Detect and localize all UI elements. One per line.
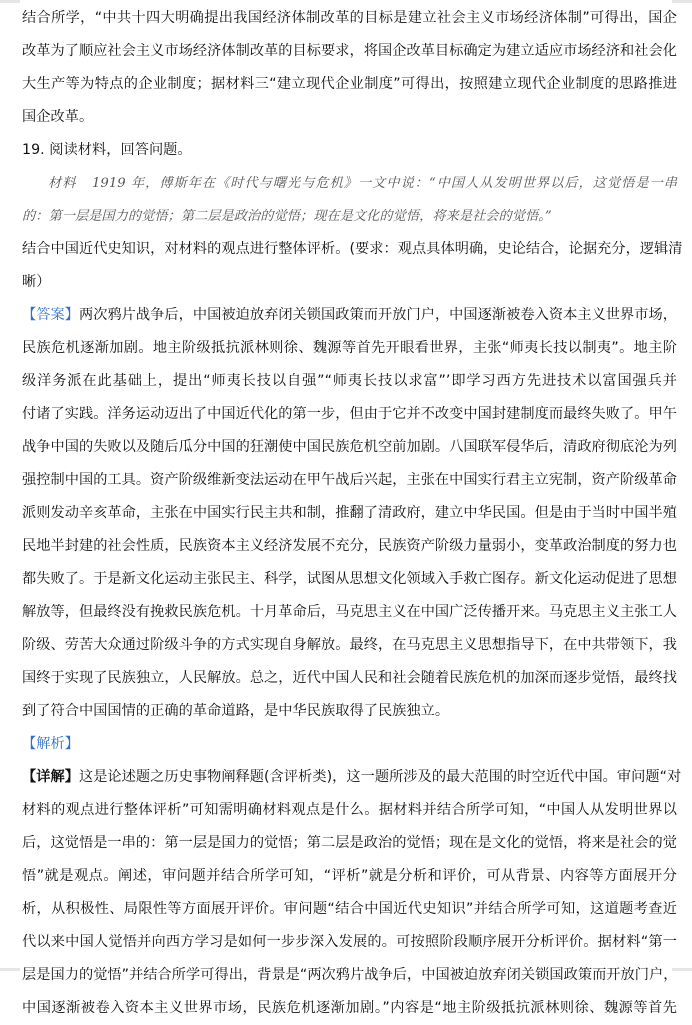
material-line xyxy=(22,167,677,200)
material-line: 的：第一层是国力的觉悟；第二层是政治的觉悟；现在是文化的觉悟，将来是社会的觉悟。” xyxy=(22,209,552,224)
analysis-line: 悟”就是观点。阐述，审问题并结合所学可知，“评析”就是分析和评价，可从背景、内容等方面展开分 xyxy=(22,868,677,884)
analysis-text: 这是论述题之历史事物阐释题(含评析类)，这一题所涉及的最大范围的时空近代中国。审问题“对 xyxy=(78,769,682,785)
question-heading xyxy=(22,134,677,167)
question-prompt-line: 晰） xyxy=(22,274,51,290)
document-page xyxy=(22,2,683,1025)
answer-line: 派则发动辛亥革命，主张在中国实行民主共和制，推翻了清政府，建立中华民国。但是由于当时中国半殖 xyxy=(22,505,677,521)
answer-line: 级洋务派在此基础上，提出“师夷长技以自强”“师夷长技以求富”’即学习西方先进技术以富国强兵并 xyxy=(22,373,677,389)
answer-line: 解放等，但最终没有挽救民族危机。十月革命后，马克思主义在中国广泛传播开来。马克思主义主张工人 xyxy=(22,604,677,620)
answer-line: 民地半封建的社会性质，民族资本主义经济发展不充分，民族资产阶级力量弱小，变革政治制度的努力也 xyxy=(22,538,677,554)
question-prompt-line: 结合中国近代史知识，对材料的观点进行整体评析。(要求：观点具体明确，史论结合，论据充分，逻辑清 xyxy=(22,241,683,257)
answer-line: 阶级、劳苦大众通过阶级斗争的方式实现自身解放。最终，在马克思主义思想指导下，在中共带领下，我 xyxy=(22,637,677,653)
material-label: 材料 xyxy=(48,176,77,191)
analysis-line: 层是国力的觉悟”并结合所学可得出，背景是“两次鸦片战争后，中国被迫放弃闭关锁国政策而开放门户， xyxy=(22,967,678,983)
analysis-label: 【解析】 xyxy=(22,736,79,752)
text-line: 结合所学，“中共十四大明确提出我国经济体制改革的目标是建立社会主义市场经济体制”可得出，国企 xyxy=(22,10,677,26)
analysis-line: 析，从积极性、局限性等方面展开评价。审问题“结合中国近代史知识”并结合所学可知，这道题考查近 xyxy=(22,901,677,917)
answer-first-line xyxy=(22,299,677,332)
answer-line: 都失败了。于是新文化运动主张民主、科学，试图从思想文化领域入手救亡图存。新文化运动促进了思想 xyxy=(22,571,677,587)
analysis-line: 代以来中国人觉悟并向西方学习是如何一步步深入发展的。可按照阶段顺序展开分析评价。据材料“第一 xyxy=(22,934,677,950)
text-line: 大生产等为特点的企业制度；据材料三“建立现代企业制度”可得出，按照建立现代企业制度的思路推进 xyxy=(22,76,677,92)
question-title: 阅读材料，回答问题。 xyxy=(49,142,192,158)
detail-label: 【详解】 xyxy=(22,769,79,785)
question-19 xyxy=(22,134,683,299)
answer-line: 到了符合中国国情的正确的革命道路，是中华民族取得了民族独立。 xyxy=(22,703,450,719)
answer-section xyxy=(22,299,677,728)
text-line: 改革为了顺应社会主义市场经济体制改革的目标要求，将国企改革目标确定为建立适应市场经济和社会化 xyxy=(22,43,677,59)
text-line: 国企改革。 xyxy=(22,109,94,125)
analysis-line: 中国逐渐被卷入资本主义世界市场，民族危机逐渐加剧。”内容是“地主阶级抵抗派林则徐、魏源等首先 xyxy=(22,1000,677,1016)
question-number: 19. xyxy=(22,142,45,158)
answer-line: 强控制中国的工具。资产阶级维新变法运动在甲午战后兴起，主张在中国实行君主立宪制，资产阶级革命 xyxy=(22,472,677,488)
answer-line: 民族危机逐渐加剧。地主阶级抵抗派林则徐、魏源等首先开眼看世界，主张“师夷长技以制夷”。地主阶 xyxy=(22,340,677,356)
analysis-line: 材料的观点进行整体评析”可知需明确材料观点是什么。据材料并结合所学可知，“中国人从发明世界以 xyxy=(22,802,677,818)
analysis-first-line xyxy=(22,761,682,794)
intro-paragraph xyxy=(22,2,677,134)
answer-line: 付诸了实践。洋务运动迈出了中国近代化的第一步，但由于它并不改变中国封建制度而最终失败了。甲午 xyxy=(22,406,677,422)
answer-text: 两次鸦片战争后，中国被迫放弃闭关锁国政策而开放门户，中国逐渐被卷入资本主义世界市场， xyxy=(78,307,678,323)
answer-line: 国终于实现了民族独立，人民解放。总之，近代中国人民和社会随着民族危机的加深而逐步觉悟，最终找 xyxy=(22,670,677,686)
answer-line: 战争中国的失败以及随后瓜分中国的狂潮使中国民族危机空前加剧。八国联军侵华后，清政府彻底沦为列 xyxy=(22,439,677,455)
page-corner-mark xyxy=(0,0,20,3)
answer-label: 【答案】 xyxy=(22,307,79,323)
material-text: 1919 年，傅斯年在《时代与曙光与危机》一文中说：“中国人从发明世界以后，这觉悟是一串 xyxy=(91,176,677,191)
analysis-section xyxy=(22,728,682,1025)
analysis-line: 后，这觉悟是一串的：第一层是国力的觉悟；第二层是政治的觉悟；现在是文化的觉悟，将来是社会的觉 xyxy=(22,835,677,851)
